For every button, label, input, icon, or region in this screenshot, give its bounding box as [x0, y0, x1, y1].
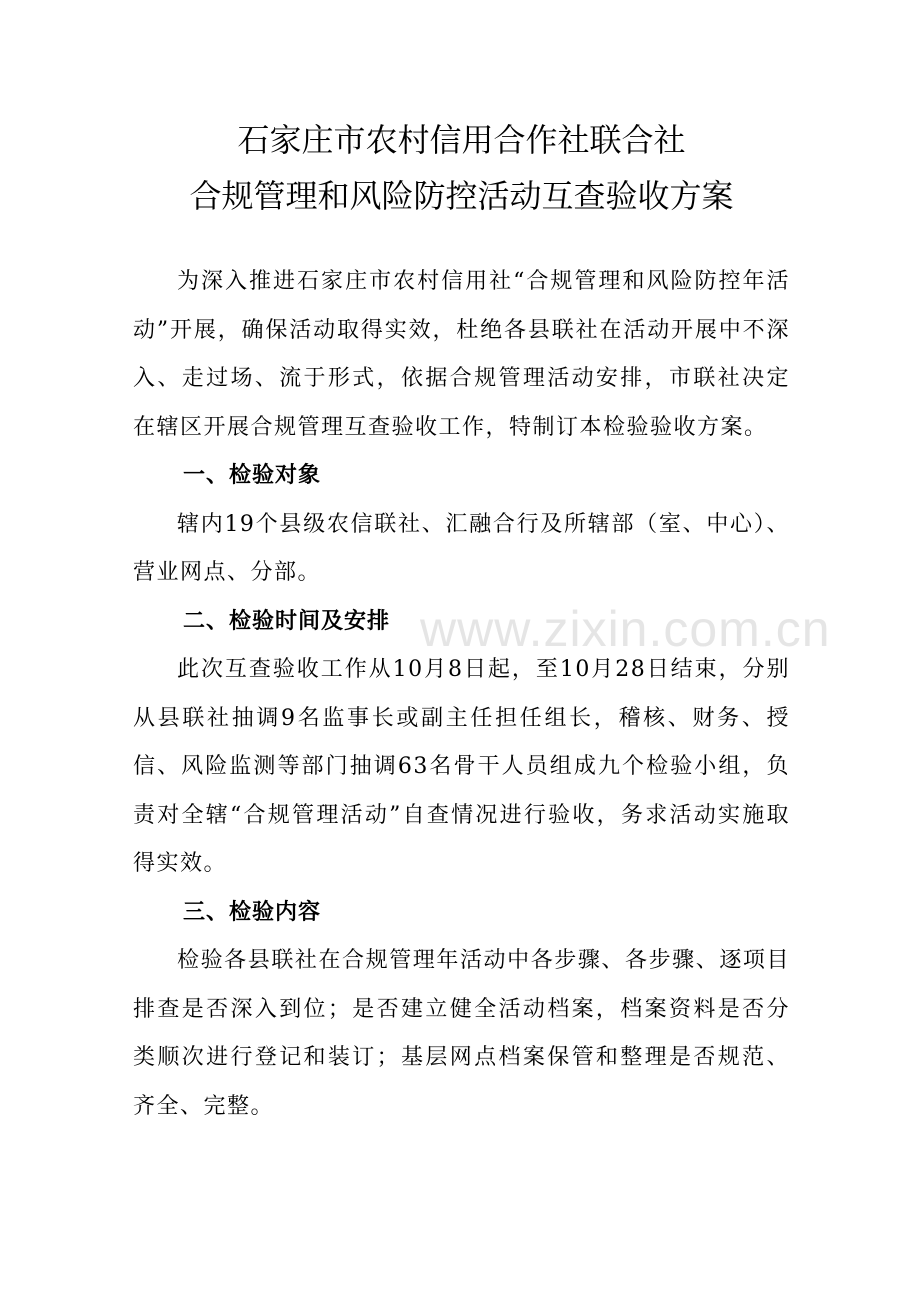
section-body: 检验各县联社在合规管理年活动中各步骤、各步骤、逐项目排查是否深入到位；是否建立健全活动档案，档案资料是否分类顺次进行登记和装订；基层网点档案保管和整理是否规范、齐全、完整。 [133, 948, 790, 1119]
section-heading: 二、检验时间及安排 [183, 608, 391, 634]
document-title-line2: 合规管理和风险防控活动互查验收方案 [189, 177, 734, 215]
document-title-line1: 石家庄市农村信用合作社联合社 [237, 121, 686, 159]
section-heading: 三、检验内容 [183, 899, 322, 925]
section-3 [133, 889, 790, 1132]
watermark: www.zixin.com.cn [420, 601, 831, 657]
title-block [133, 112, 790, 224]
section-body: 此次互查验收工作从10月8日起，至10月28日结束，分别从县联社抽调9名监事长或副主任担任组长，稽核、财务、授信、风险监测等部门抽调63名骨干人员组成九个检验小组，负责对全辖“合规管理活动”自查情况进行验收，务求活动实施取得实效。 [133, 657, 790, 876]
section-heading: 一、检验对象 [183, 463, 322, 488]
intro-paragraph: 为深入推进石家庄市农村信用社“合规管理和风险防控年活动”开展，确保活动取得实效，杜绝各县联社在活动开展中不深入、走过场、流于形式，依据合规管理活动安排，市联社决定在辖区开展合规管理互查验收工作，特制订本检验验收方案。 [133, 269, 790, 440]
section-2 [133, 598, 790, 889]
section-body: 辖内19个县级农信联社、汇融合行及所辖部（室、中心）、营业网点、分部。 [133, 511, 790, 585]
section-1 [133, 452, 790, 598]
